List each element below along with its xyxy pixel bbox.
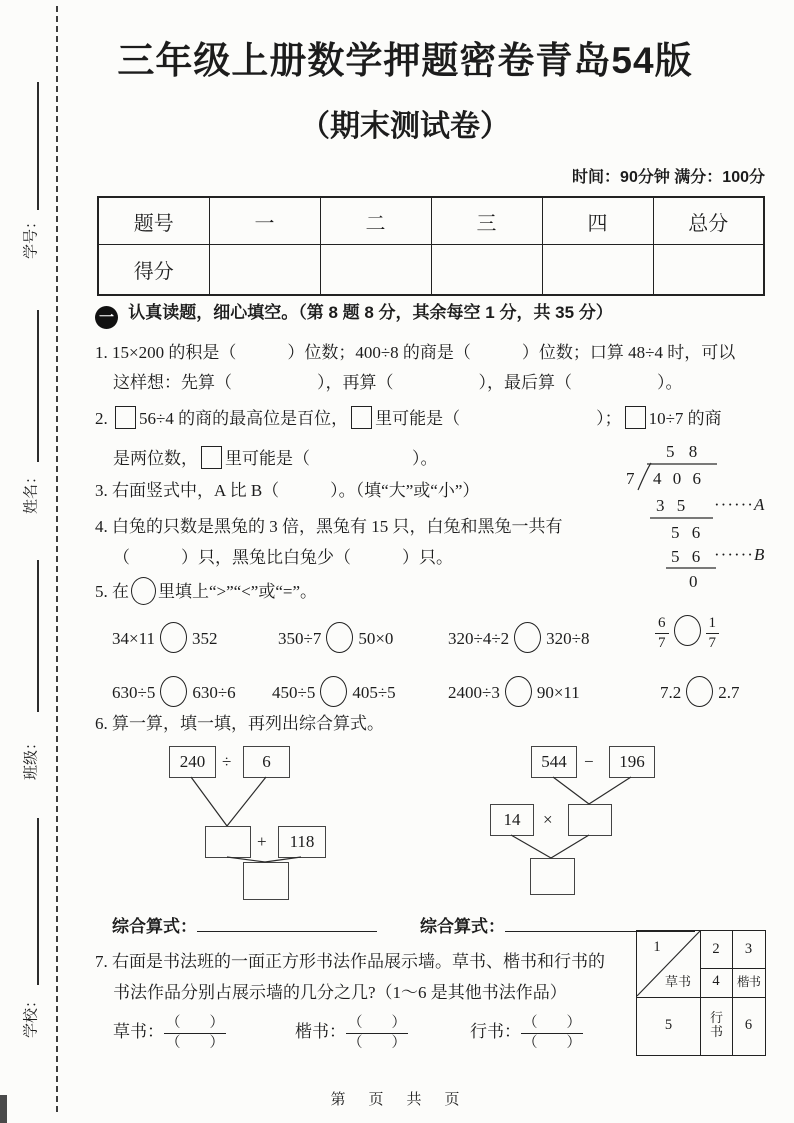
section-one-header bbox=[95, 301, 613, 329]
question-4-line-2: （ ）只，黑兔比白兔少（ ）只。 bbox=[113, 548, 453, 567]
compare-left: 2400÷3 bbox=[448, 683, 500, 702]
grid-cell-xingshu: 行书 bbox=[709, 1010, 723, 1039]
score-empty-cell bbox=[542, 245, 653, 296]
school-label: 学校： bbox=[23, 993, 40, 1039]
question-1-line-1: 1. 15×200 的积是（ ）位数；400÷8 的商是（ ）位数；口算 48÷4 时，可以 bbox=[95, 343, 736, 362]
score-table-cell: 一 bbox=[209, 197, 320, 245]
operator: + bbox=[257, 832, 267, 851]
fraction-denominator: 7 bbox=[708, 634, 716, 651]
question-2-text: 56÷4 的商的最高位是百位， bbox=[139, 409, 349, 428]
fraction-numerator: 6 bbox=[655, 615, 669, 634]
compare-circle bbox=[514, 622, 541, 653]
student-id-label: 学号： bbox=[23, 214, 40, 260]
compare-circle bbox=[326, 622, 353, 653]
compare-left: 450÷5 bbox=[272, 683, 316, 702]
blank-box bbox=[115, 406, 136, 429]
operator: ÷ bbox=[222, 752, 232, 771]
operator: × bbox=[543, 810, 553, 829]
script-label: 行书： bbox=[470, 1022, 521, 1042]
sidebar-write-line bbox=[37, 818, 39, 985]
tree-connector bbox=[553, 777, 589, 804]
score-table-cell: 三 bbox=[431, 197, 542, 245]
tree-value-box: 544 bbox=[531, 746, 577, 778]
compare-item bbox=[278, 622, 393, 653]
grid-cell-4: 4 bbox=[712, 973, 720, 989]
answer-line bbox=[197, 915, 377, 932]
compare-item bbox=[448, 622, 590, 653]
script-label: 楷书： bbox=[295, 1022, 346, 1042]
division-quotient: 5 8 bbox=[666, 442, 703, 461]
compare-left: 350÷7 bbox=[278, 629, 322, 648]
class-label: 班级： bbox=[23, 735, 40, 781]
expression-label-left bbox=[112, 915, 377, 940]
compare-right: 50×0 bbox=[358, 629, 394, 648]
compare-left: 630÷5 bbox=[112, 683, 156, 702]
score-empty-cell bbox=[653, 245, 764, 296]
question-5-text: 5. 在 bbox=[95, 582, 129, 601]
compare-right: 90×11 bbox=[536, 683, 580, 702]
division-step-1: 3 5 bbox=[656, 496, 690, 515]
division-divisor: 7 bbox=[626, 469, 635, 488]
page-subtitle: （期末测试卷） bbox=[300, 110, 510, 143]
sidebar-write-line bbox=[37, 310, 39, 462]
q7-blank-caoshu bbox=[113, 1015, 226, 1051]
compare-right: 2.7 bbox=[718, 683, 740, 702]
sidebar-dashed-divider bbox=[56, 6, 58, 1112]
fraction bbox=[706, 615, 720, 651]
compare-item bbox=[660, 676, 740, 707]
grid-cell-2: 2 bbox=[712, 941, 720, 957]
q7-blank-xingshu bbox=[470, 1015, 583, 1051]
tree-value-box: 240 bbox=[169, 746, 216, 778]
tree-value-box: 14 bbox=[490, 804, 534, 836]
tree-empty-box bbox=[205, 826, 251, 858]
compare-circle bbox=[131, 577, 156, 605]
tree-result-box bbox=[530, 858, 575, 895]
score-table bbox=[97, 196, 765, 296]
section-number-badge: 一 bbox=[95, 306, 118, 329]
question-5-text: 里填上“>”“<”或“=”。 bbox=[158, 582, 318, 601]
sidebar-write-line bbox=[37, 560, 39, 712]
label-B: B bbox=[753, 545, 765, 564]
question-1-line-2: 这样想：先算（ ），再算（ ），最后算（ ）。 bbox=[113, 373, 683, 392]
compare-circle bbox=[674, 615, 701, 646]
expression-label: 综合算式： bbox=[112, 917, 197, 936]
compare-left: 7.2 bbox=[660, 683, 682, 702]
compare-item bbox=[448, 676, 580, 707]
tree-value-box: 196 bbox=[609, 746, 655, 778]
question-4-line-1: 4. 白兔的只数是黑兔的 3 倍，黑兔有 15 只，白兔和黑兔一共有 bbox=[95, 517, 563, 536]
script-label: 草书： bbox=[113, 1022, 164, 1042]
blank-fraction bbox=[164, 1015, 226, 1051]
grid-cell-caoshu: 草书 bbox=[664, 974, 691, 989]
grid-cell-6: 6 bbox=[744, 1017, 753, 1033]
question-7-line-2: 书法作品分别占展示墙的几分之几?（1～6 是其他书法作品） bbox=[113, 983, 567, 1002]
compare-item bbox=[272, 676, 396, 707]
score-table-cell: 四 bbox=[542, 197, 653, 245]
question-3: 3. 右面竖式中，A 比 B（ ）。（填“大”或“小”） bbox=[95, 481, 480, 500]
question-2-number: 2. bbox=[95, 409, 108, 428]
label-A: A bbox=[753, 495, 765, 514]
blank-fraction-numerator: （ ） bbox=[346, 1015, 408, 1034]
tree-value-box: 118 bbox=[278, 826, 326, 858]
grid-cell-5: 5 bbox=[664, 1017, 673, 1033]
compare-item bbox=[112, 676, 236, 707]
scan-edge-mark bbox=[0, 1095, 7, 1123]
score-table-cell: 总分 bbox=[653, 197, 764, 245]
tree-connector bbox=[511, 835, 551, 858]
division-step-2: 5 6 bbox=[671, 523, 705, 542]
calligraphy-wall-diagram bbox=[636, 930, 766, 1056]
question-2-text: 10÷7 的商 bbox=[648, 409, 722, 428]
grid-line bbox=[700, 968, 765, 969]
question-5-intro bbox=[95, 577, 317, 605]
division-bracket bbox=[638, 463, 651, 490]
division-dividend: 4 0 6 bbox=[653, 469, 705, 488]
score-table-score-row bbox=[98, 245, 764, 296]
tree-connector bbox=[551, 835, 589, 858]
question-2-line-2 bbox=[113, 446, 438, 472]
q7-blank-kaishu bbox=[295, 1015, 408, 1051]
score-table-cell: 题号 bbox=[98, 197, 209, 245]
compare-right: 405÷5 bbox=[352, 683, 396, 702]
section-one-title: 认真读题，细心填空。（第 8 题 8 分，其余每空 1 分，共 35 分） bbox=[128, 303, 613, 322]
fraction bbox=[655, 615, 669, 651]
tree-connector bbox=[191, 777, 227, 826]
blank-fraction-numerator: （ ） bbox=[521, 1015, 583, 1034]
tree-empty-box bbox=[568, 804, 612, 836]
question-2-text: 是两位数， bbox=[113, 449, 198, 468]
score-row-label: 得分 bbox=[98, 245, 209, 296]
compare-left: 34×11 bbox=[112, 629, 155, 648]
score-empty-cell bbox=[209, 245, 320, 296]
compare-circle bbox=[160, 676, 187, 707]
division-step-3: 5 6 bbox=[671, 547, 705, 566]
grid-cell-3: 3 bbox=[744, 941, 753, 957]
grid-cell-1: 1 bbox=[653, 939, 661, 955]
fraction-denominator: 7 bbox=[658, 634, 666, 651]
question-2-text: 里可能是（ ）； bbox=[375, 409, 622, 428]
tree-connector bbox=[589, 777, 631, 804]
tree-result-box bbox=[243, 862, 289, 900]
compare-circle bbox=[320, 676, 347, 707]
division-step-1-annotation bbox=[714, 495, 764, 515]
compare-circle bbox=[686, 676, 713, 707]
compare-right: 320÷8 bbox=[546, 629, 590, 648]
ellipsis-dots: ······ bbox=[714, 545, 754, 564]
compare-item bbox=[112, 622, 217, 653]
score-empty-cell bbox=[320, 245, 431, 296]
question-2-text: 里可能是（ ）。 bbox=[225, 449, 438, 468]
blank-fraction-denominator: （ ） bbox=[523, 1034, 581, 1051]
tree-value-box: 6 bbox=[243, 746, 290, 778]
page-footer: 第 页 共 页 bbox=[330, 1092, 464, 1108]
blank-fraction-denominator: （ ） bbox=[166, 1034, 224, 1051]
compare-left: 320÷4÷2 bbox=[448, 629, 510, 648]
blank-box bbox=[201, 446, 222, 469]
operator: − bbox=[584, 752, 594, 771]
compare-item-fractions bbox=[655, 615, 719, 651]
score-empty-cell bbox=[431, 245, 542, 296]
grid-cell-kaishu: 楷书 bbox=[736, 975, 760, 989]
expression-label: 综合算式： bbox=[420, 917, 505, 936]
name-label: 姓名： bbox=[23, 469, 40, 515]
question-6-title: 6. 算一算，填一填，再列出综合算式。 bbox=[95, 714, 384, 733]
question-7-line-1: 7. 右面是书法班的一面正方形书法作品展示墙。草书、楷书和行书的 bbox=[95, 952, 605, 971]
grid-line bbox=[637, 997, 765, 998]
page-title: 三年级上册数学押题密卷青岛54版 bbox=[117, 40, 693, 81]
blank-fraction-denominator: （ ） bbox=[348, 1034, 406, 1051]
fraction-numerator: 1 bbox=[706, 615, 720, 634]
compare-circle bbox=[160, 622, 187, 653]
ellipsis-dots: ······ bbox=[714, 495, 754, 514]
tree-connector bbox=[227, 777, 266, 826]
score-table-header-row bbox=[98, 197, 764, 245]
score-table-cell: 二 bbox=[320, 197, 431, 245]
blank-fraction bbox=[346, 1015, 408, 1051]
question-2-line-1 bbox=[95, 406, 722, 432]
sidebar-write-line bbox=[37, 82, 39, 210]
exam-meta: 时间：90分钟 满分：100分 bbox=[572, 169, 765, 186]
compare-right: 630÷6 bbox=[192, 683, 236, 702]
blank-box bbox=[351, 406, 372, 429]
compare-right: 352 bbox=[191, 629, 218, 648]
blank-fraction-numerator: （ ） bbox=[164, 1015, 226, 1034]
division-remainder: 0 bbox=[689, 572, 698, 591]
compare-circle bbox=[505, 676, 532, 707]
blank-box bbox=[625, 406, 646, 429]
blank-fraction bbox=[521, 1015, 583, 1051]
division-step-3-annotation bbox=[714, 545, 764, 565]
